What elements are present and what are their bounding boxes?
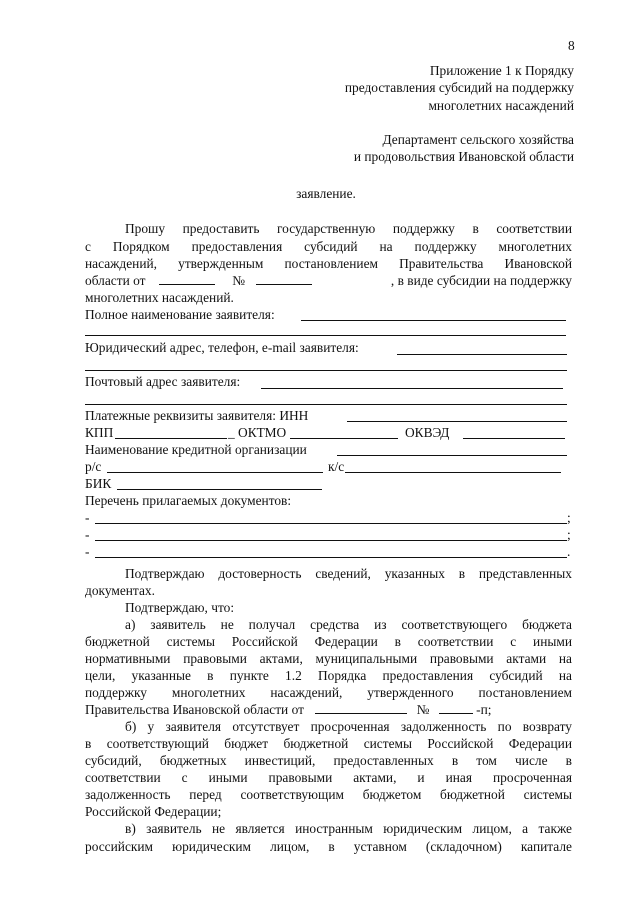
text-line: нормативными правовыми актами, муниципальными правовыми актами на — [85, 651, 572, 666]
number-blank[interactable] — [439, 701, 473, 714]
addressee — [354, 131, 574, 166]
text-fragment: , в виде субсидии на поддержку — [390, 273, 572, 288]
document-blank-1[interactable] — [95, 523, 567, 524]
text-fragment: -п; — [476, 702, 492, 717]
postal-address-blank-2[interactable] — [85, 404, 567, 405]
text-line: Российской Федерации; — [85, 804, 222, 819]
legal-address-blank[interactable] — [397, 354, 567, 355]
annex-line: Приложение 1 к Порядку — [429, 63, 574, 78]
text-line: а) заявитель не получал средства из соответствующего бюджета — [125, 617, 572, 632]
date-blank[interactable] — [315, 701, 407, 714]
postal-address-blank[interactable] — [261, 388, 563, 389]
field-label-full-name: Полное наименование заявителя: — [85, 307, 275, 322]
text-line: российским юридическим лицом, в уставном (складочном) капитале — [85, 839, 572, 854]
kpp-blank[interactable] — [115, 438, 227, 439]
field-label-postal-address: Почтовый адрес заявителя: — [85, 374, 241, 389]
list-dash: - — [85, 544, 90, 559]
text-line: бюджетной системы Российской Федерации в соответствии с иными — [85, 634, 572, 649]
ks-blank[interactable] — [345, 472, 561, 473]
field-label-kpp: КПП — [85, 425, 114, 440]
text-line: с Порядком предоставления субсидий на поддержку многолетних — [85, 239, 572, 254]
list-period: . — [567, 544, 571, 559]
field-label-ks: к/с — [328, 459, 345, 474]
field-label-rs: р/с — [85, 459, 102, 474]
legal-address-blank-2[interactable] — [85, 370, 567, 371]
text-line: цели, указанные в пункте 1.2 Порядка предоставления субсидий на — [85, 668, 572, 683]
field-label-docs: Перечень прилагаемых документов: — [85, 493, 292, 508]
field-label-okved: ОКВЭД — [405, 425, 450, 440]
document-blank-2[interactable] — [95, 540, 567, 541]
list-dash: - — [85, 527, 90, 542]
field-label-payment: Платежные реквизиты заявителя: ИНН — [85, 408, 309, 423]
bik-blank[interactable] — [117, 489, 322, 490]
field-label-legal-address: Юридический адрес, телефон, e-mail заявителя: — [85, 340, 359, 355]
date-blank[interactable] — [159, 272, 215, 285]
text-fragment: № — [416, 702, 430, 717]
oktmo-label: ОКТМО — [238, 425, 287, 440]
field-label-bik: БИК — [85, 476, 112, 491]
text-line — [85, 701, 572, 719]
text-line: субсидий, бюджетных инвестиций, предоставленных в том числе в — [85, 753, 572, 768]
text-fragment: области от — [85, 273, 146, 288]
annex-line: предоставления субсидий на поддержку — [344, 80, 574, 96]
full-name-blank[interactable] — [301, 320, 566, 321]
text-line — [85, 272, 572, 290]
list-dash: - — [85, 510, 90, 525]
list-semicolon: ; — [567, 527, 571, 542]
text-line: поддержку многолетних насаждений, утвержденного постановлением — [85, 685, 572, 700]
text-line: насаждений, утвержденным постановлением Правительства Ивановской — [85, 256, 572, 271]
addressee-line: и продовольствия Ивановской области — [353, 149, 574, 165]
number-blank[interactable] — [256, 272, 312, 285]
annex-line: многолетних насаждений — [428, 97, 574, 113]
page-number: 8 — [568, 38, 575, 53]
text-fragment: Правительства Ивановской области от — [85, 702, 304, 717]
document-title: заявление. — [296, 186, 356, 201]
addressee-line: Департамент сельского хозяйства — [382, 132, 574, 147]
bank-blank[interactable] — [337, 455, 567, 456]
text-line: Подтверждаю достоверность сведений, указанных в представленных — [125, 566, 572, 581]
list-semicolon: ; — [567, 510, 571, 525]
text-line: Прошу предоставить государственную поддержку в соответствии — [125, 221, 572, 236]
field-label-oktmo: _ ОКТМО — [228, 425, 287, 440]
text-line: в) заявитель не является иностранным юридическим лицом, а также — [125, 821, 572, 836]
inn-blank[interactable] — [347, 421, 567, 422]
oktmo-blank[interactable] — [290, 438, 398, 439]
text-fragment: № — [232, 273, 245, 288]
text-line: документах. — [85, 583, 155, 598]
rs-blank[interactable] — [107, 472, 323, 473]
text-line: б) у заявителя отсутствует просроченная задолженность по возврату — [125, 719, 572, 734]
full-name-blank-2[interactable] — [85, 335, 566, 336]
field-label-bank: Наименование кредитной организации — [85, 442, 307, 457]
text-line: в соответствующий бюджет бюджетной системы Российской Федерации — [85, 736, 572, 751]
annex-header — [345, 62, 574, 114]
text-line: соответствии с иными правовыми актами, и иная просроченная — [85, 770, 572, 785]
text-line: многолетних насаждений. — [85, 290, 234, 305]
document-blank-3[interactable] — [95, 557, 567, 558]
text-line: Подтверждаю, что: — [125, 600, 235, 615]
text-line: задолженность перед соответствующим бюджетом бюджетной системы — [85, 787, 572, 802]
okved-blank[interactable] — [463, 438, 565, 439]
